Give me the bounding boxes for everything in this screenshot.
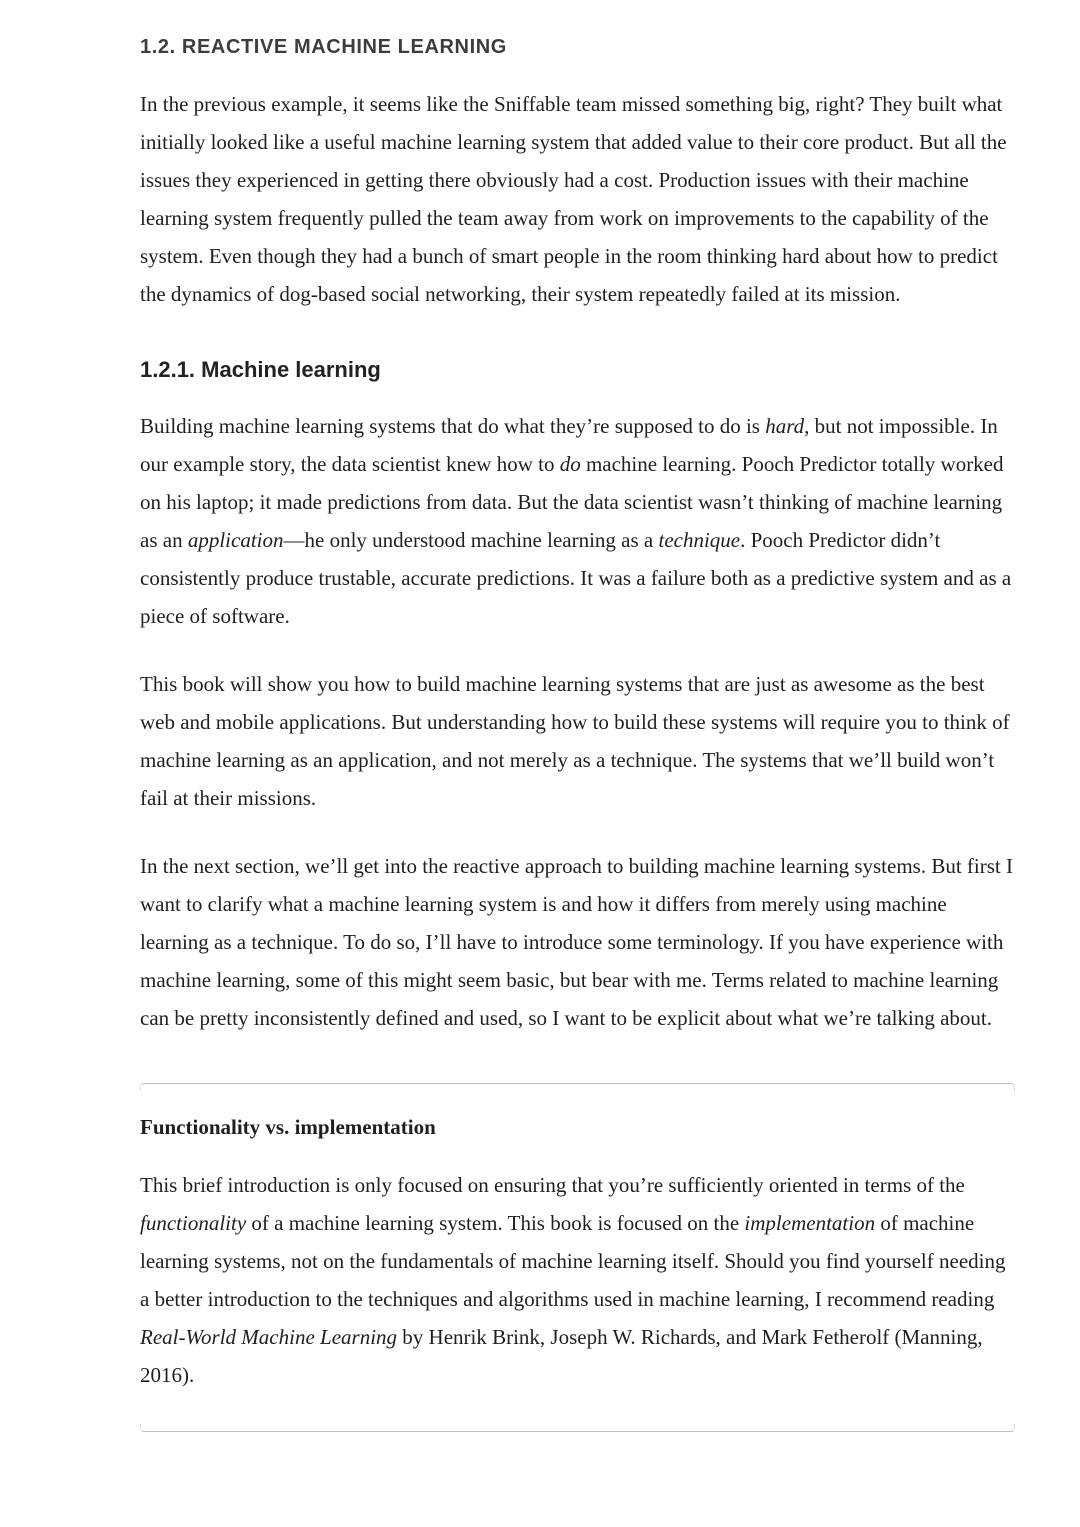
body-paragraph-1: Building machine learning systems that do what they’re supposed to do is hard, but not impossible. In our example story, the data scientist knew how to do machine learning. Pooch Predictor totally worked on his laptop; it made predictions from data. But the data scientist wasn’t thinking of machine learning as an application—he only understood machine learning as a technique. Pooch Predictor didn’t consistently produce trustable, accurate predictions. It was a failure both as a predictive system and as a piece of software. — [140, 414, 1012, 628]
sidebar-paragraph: This brief introduction is only focused on ensuring that you’re sufficiently oriented in terms of the functionality of a machine learning system. This book is focused on the implementation of machine learning systems, not on the fundamentals of machine learning itself. Should you find yourself needing a better introduction to the techniques and algorithms used in machine learning, I recommend reading Real-World Machine Learning by Henrik Brink, Joseph W. Richards, and Mark Fetherolf (Manning, 2016). — [140, 1173, 1006, 1387]
intro-paragraph: In the previous example, it seems like the Sniffable team missed something big, right? They built what initially looked like a useful machine learning system that added value to their core product. But all the issues they experienced in getting there obviously had a cost. Production issues with their machine learning system frequently pulled the team away from work on improvements to the capability of the system. Even though they had a bunch of smart people in the room thinking hard about how to predict the dynamics of dog-based social networking, their system repeatedly failed at its mission. — [140, 92, 1007, 306]
sidebar-top-rule — [140, 1083, 1015, 1091]
body-paragraph-3: In the next section, we’ll get into the reactive approach to building machine learning systems. But first I want to clarify what a machine learning system is and how it differs from merely using machine learning as a technique. To do so, I’ll have to introduce some terminology. If you have experience with machine learning, some of this might seem basic, but bear with me. Terms related to machine learning can be pretty inconsistently defined and used, so I want to be explicit about what we’re talking about. — [140, 854, 1014, 1030]
sidebar-heading: Functionality vs. implementation — [140, 1115, 436, 1139]
sidebar-bottom-rule — [140, 1424, 1015, 1432]
section-heading: 1.2. REACTIVE MACHINE LEARNING — [140, 36, 507, 58]
body-paragraph-2: This book will show you how to build machine learning systems that are just as awesome as the best web and mobile applications. But understanding how to build these systems will require you to think of machine learning as an application, and not merely as a technique. The systems that we’ll build won’t fail at their missions. — [140, 672, 1010, 810]
sidebar-box — [140, 1083, 1015, 1432]
subsection-heading: 1.2.1. Machine learning — [140, 357, 381, 382]
